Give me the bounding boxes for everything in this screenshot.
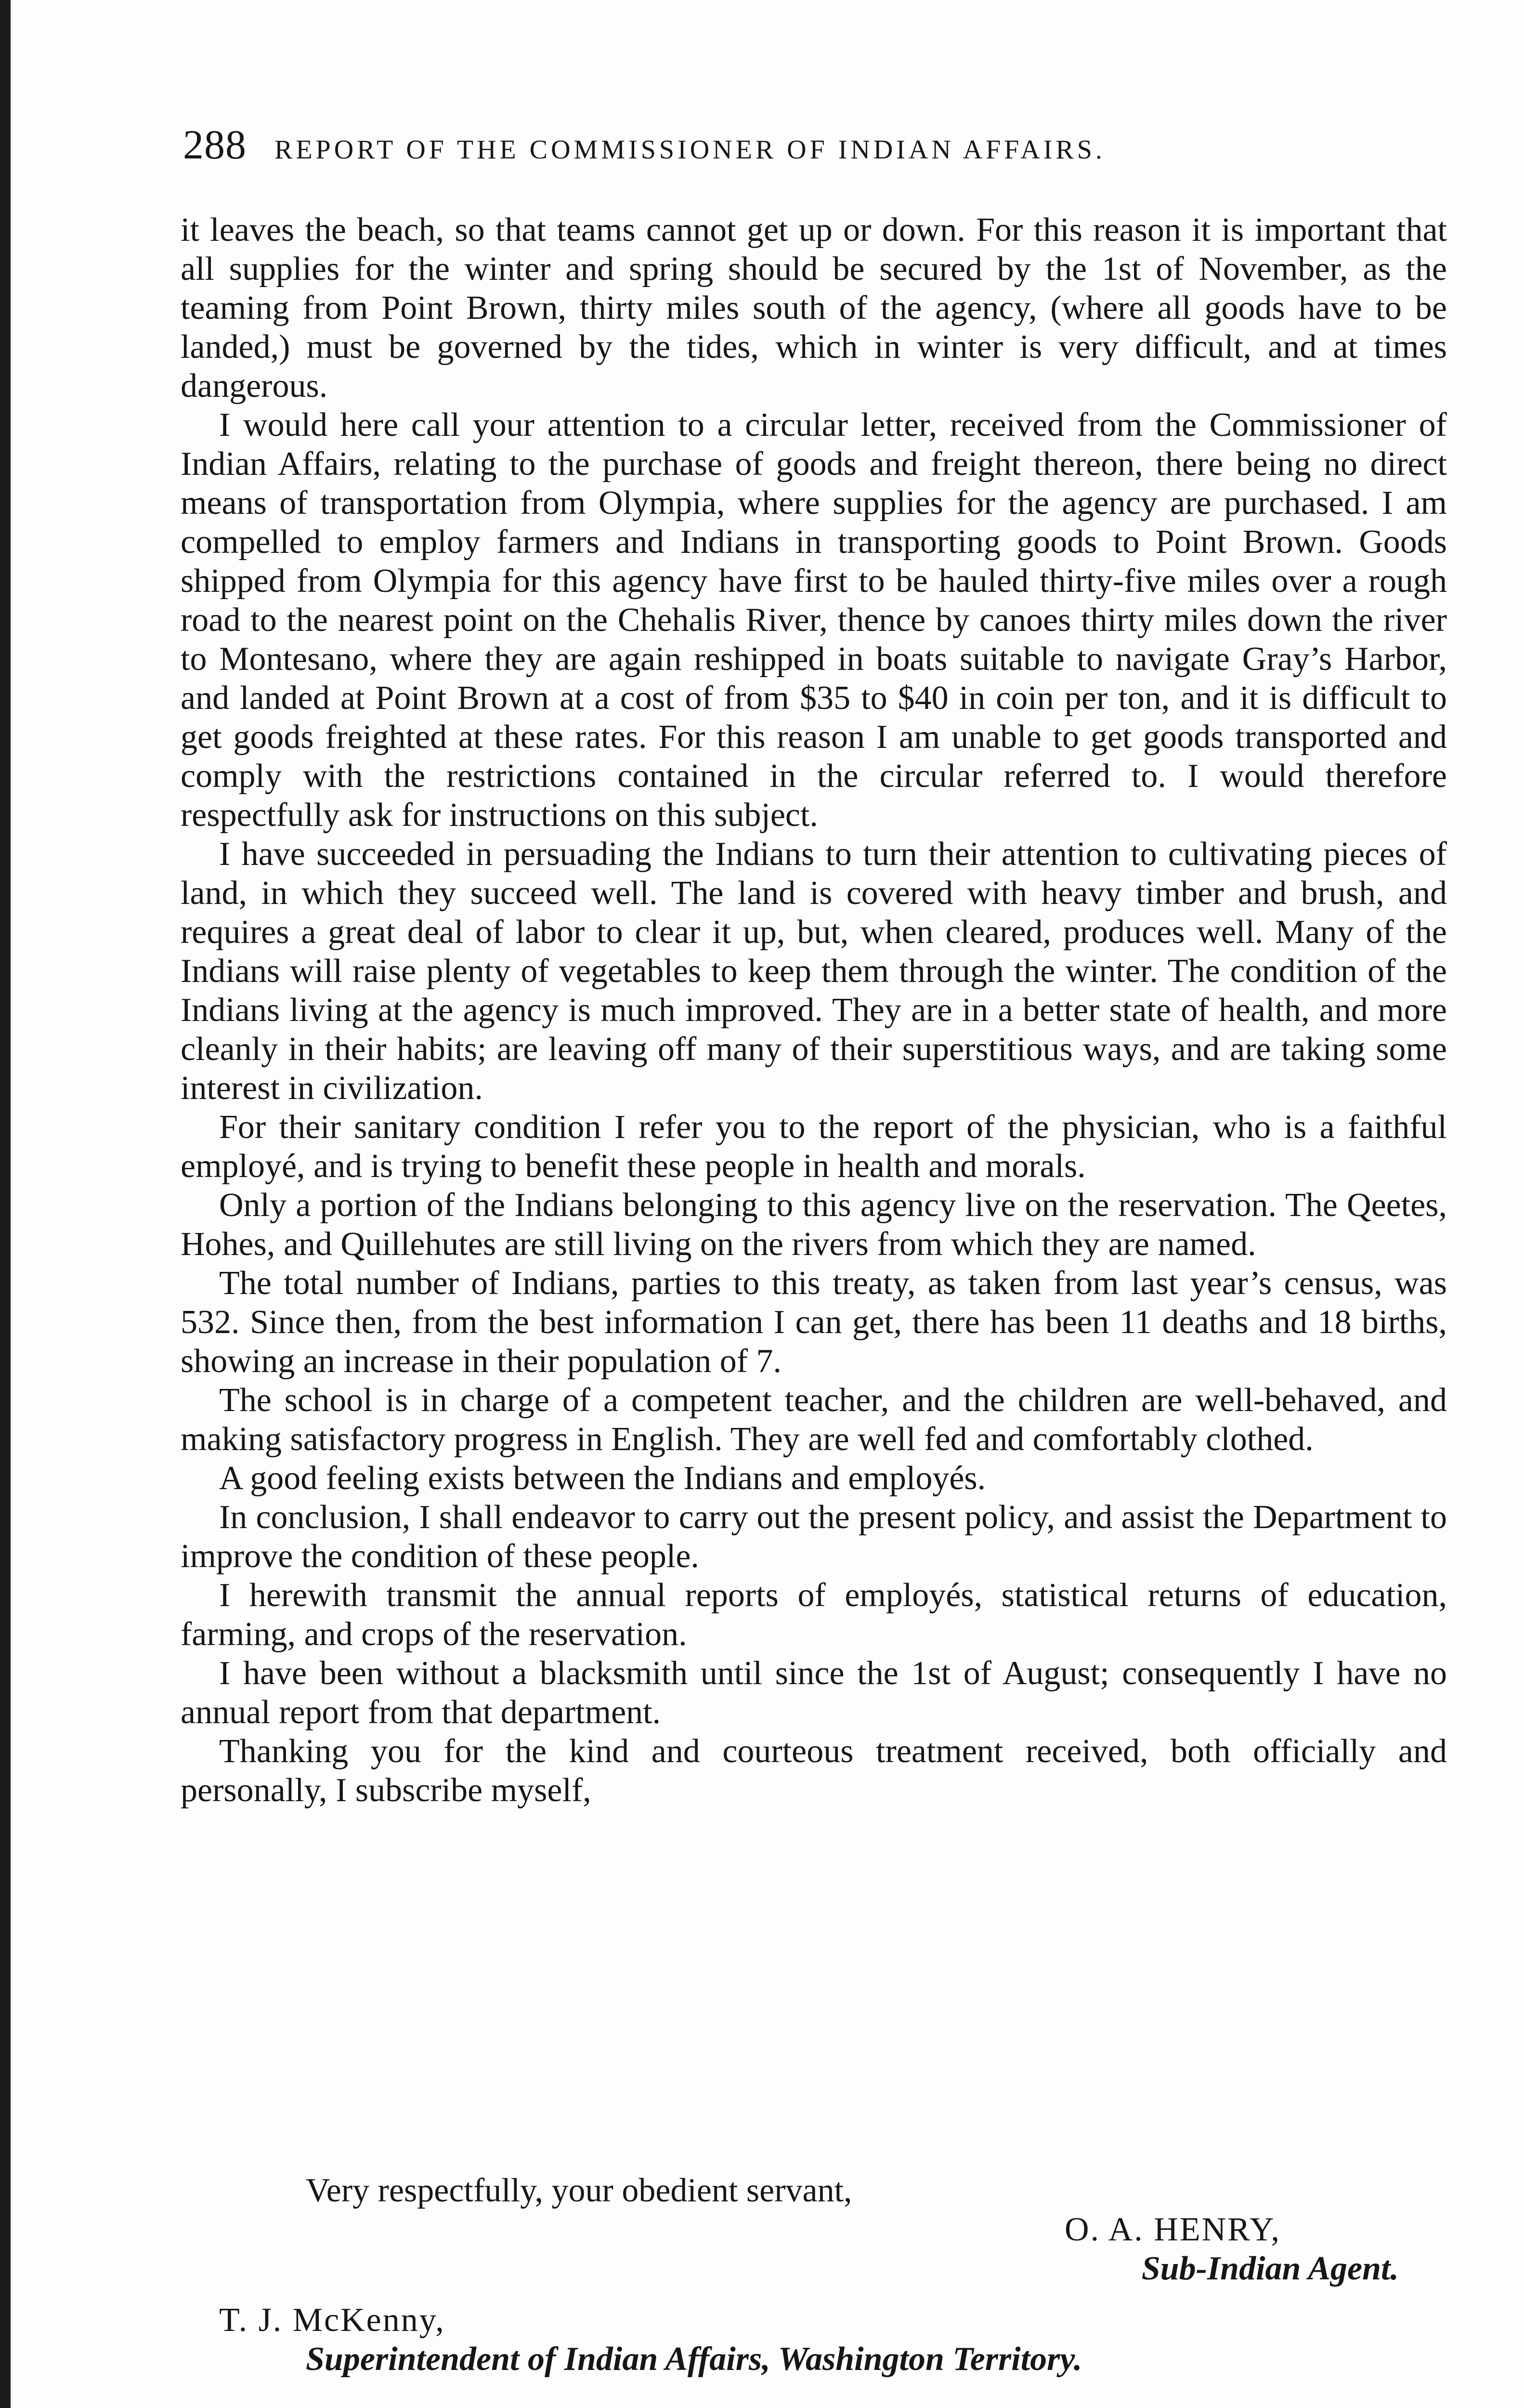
scan-left-edge: [0, 0, 11, 2408]
paragraph-blacksmith: I have been without a blacksmith until since the 1st of August; consequently I have no annual report from that department.: [181, 1655, 1447, 1731]
addressee-name: T. J. McKenny,: [219, 2302, 445, 2339]
paragraph-good-feeling: A good feeling exists between the Indians and employés.: [219, 1460, 986, 1497]
paragraph-cultivation: I have succeeded in persuading the Indians to turn their attention to cultivating pieces of land, in which they succeed well. The land is covered with heavy timber and brush, and requires a great deal of labor to clear it up, but, when cleared, produces well. Many of the Indians will raise plenty of vegetables to keep them through the winter. The condition of the Indians living at the agency is much improved. They are in a better state of health, and more cleanly in their habits; are leaving off many of their superstitious ways, and are taking some interest in civilization.: [181, 836, 1447, 1107]
signer-title: Sub-Indian Agent.: [1141, 2250, 1399, 2287]
paragraph-school: The school is in charge of a competent teacher, and the children are well-behaved, and making satisfactory progress in English. They are well fed and comfortably clothed.: [181, 1382, 1447, 1458]
running-title: REPORT OF THE COMMISSIONER OF INDIAN AFFAIRS.: [274, 135, 1106, 165]
paragraph-transmit-reports: I herewith transmit the annual reports of employés, statistical returns of education, farming, and crops of the reservation.: [181, 1577, 1447, 1653]
page-number: 288: [183, 121, 247, 168]
signer-name: O. A. HENRY,: [1065, 2211, 1281, 2248]
paragraph-sanitary: For their sanitary condition I refer you to the report of the physician, who is a faithful employé, and is trying to benefit these people in health and morals.: [181, 1109, 1447, 1185]
report-body: [181, 210, 1447, 1810]
paragraph-thanks: Thanking you for the kind and courteous treatment received, both officially and personally, I subscribe myself,: [181, 1733, 1447, 1809]
paragraph-circular-letter: I would here call your attention to a circular letter, received from the Commissioner of Indian Affairs, relating to the purchase of goods and freight thereon, there being no direct means of transportation from Olympia, where supplies for the agency are purchased. I am compelled to employ farmers and Indians in transporting goods to Point Brown. Goods shipped from Olympia for this agency have first to be hauled thirty-five miles over a rough road to the nearest point on the Chehalis River, thence by canoes thirty miles down the river to Montesano, where they are again reshipped in boats suitable to navigate Gray’s Harbor, and landed at Point Brown at a cost of from $35 to $40 in coin per ton, and it is difficult to get goods freighted at these rates. For this reason I am unable to get goods transported and comply with the restrictions contained in the circular referred to. I would therefore respectfully ask for instructions on this subject.: [181, 406, 1447, 834]
paragraph-beach-teaming: it leaves the beach, so that teams cannot get up or down. For this reason it is important that all supplies for the winter and spring should be secured by the 1st of November, as the teaming from Point Brown, thirty miles south of the agency, (where all goods have to be landed,) must be governed by the tides, which in winter is very difficult, and at times dangerous.: [181, 211, 1447, 405]
paragraph-reservation: Only a portion of the Indians belonging to this agency live on the reservation. The Qeetes, Hohes, and Quillehutes are still living on the rivers from which they are named.: [181, 1187, 1447, 1263]
paragraph-census: The total number of Indians, parties to this treaty, as taken from last year’s census, was 532. Since then, from the best information I can get, there has been 11 deaths and 18 births, showing an increase in their population of 7.: [181, 1265, 1447, 1380]
paragraph-conclusion: In conclusion, I shall endeavor to carry out the present policy, and assist the Department to improve the condition of these people.: [181, 1499, 1447, 1575]
closing-block: [181, 2171, 1447, 2379]
closing-salutation: Very respectfully, your obedient servant,: [306, 2172, 852, 2209]
page-header: [183, 120, 1315, 173]
addressee-title: Superintendent of Indian Affairs, Washington Territory.: [306, 2341, 1082, 2378]
